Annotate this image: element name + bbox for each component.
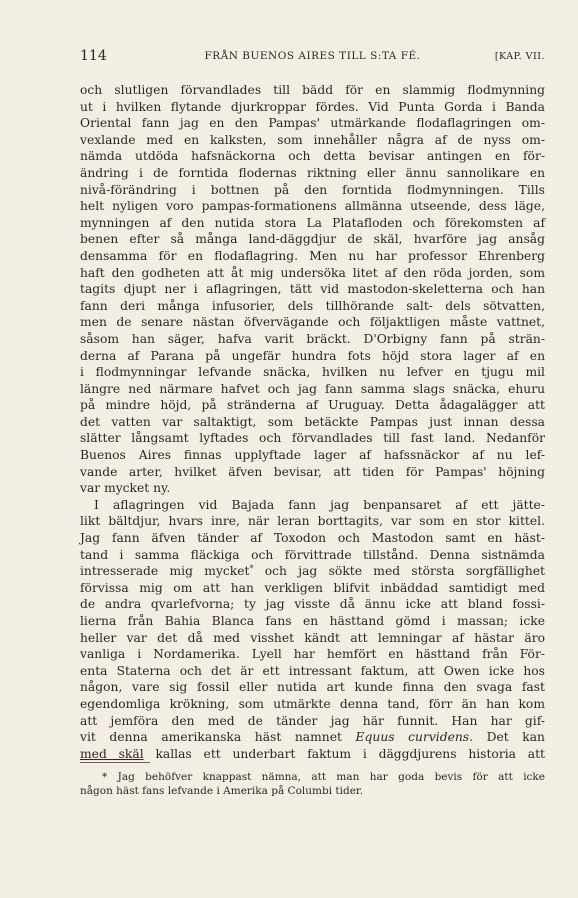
text-line: men de senare nästan öfvervägande och följaktligen måste vattnet, xyxy=(80,315,545,330)
text-line: egendomliga krökning, som utmärkte denna tand, förr än han kom xyxy=(80,696,545,711)
text-segment: Det kan xyxy=(486,730,545,745)
running-title: FRÅN BUENOS AIRES TILL S:TA FÉ. xyxy=(204,50,421,62)
text-line: lierna från Bahia Blanca fans en hästtand gömd i massan; icke xyxy=(80,614,545,628)
text-line: någon, vare sig fossil eller nutida art kunde finna den svaga fast xyxy=(80,680,545,695)
text-line: de andra qvarlefvorna; ty jag visste då ännu icke att bland fossi- xyxy=(80,597,545,612)
text-line: enta Staterna och det är ett intressant faktum, att Owen icke hos xyxy=(80,663,545,678)
underlined-text: med skäl xyxy=(80,746,144,761)
text-line: helt nyligen voro pampas-formationens allmänna utseende, dess läge, xyxy=(80,199,545,214)
text-line-with-species-name xyxy=(80,729,545,746)
text-line-underlined xyxy=(80,746,545,763)
text-line: det vatten var saltaktigt, som betäckte Pampas just innan dessa xyxy=(80,414,545,429)
text-line: vexlande med en kalksten, som innehåller några af de nyss om- xyxy=(80,132,545,147)
text-line: densamma för en flodaflagring. Men nu har professor Ehrenberg xyxy=(80,248,545,263)
text-segment: intresserade mig mycket xyxy=(80,564,250,579)
text-line: nivå-förändring i bottnen på den forntida flodmynningen. Tills xyxy=(80,182,545,197)
page-number: 114 xyxy=(80,48,107,64)
chapter-label: [KAP. VII. xyxy=(494,51,545,62)
footnote xyxy=(80,770,545,798)
text-line: tand i samma fläckiga och förvittrade tillstånd. Denna sistnämda xyxy=(80,547,545,562)
text-line: ut i hvilken flytande djurkroppar fördes. Vid Punta Gorda i Banda xyxy=(80,99,545,114)
text-line: fann deri många infusorier, dels tillhörande salt- dels sötvatten, xyxy=(80,298,545,313)
text-line: förvissa mig om att han verkligen blifvit inbäddad samtidigt med xyxy=(80,580,545,595)
text-segment: och jag sökte med största sorgfällighet xyxy=(264,564,545,579)
text-line: haft den godheten att åt mig undersöka litet af den röda jorden, som xyxy=(80,265,545,280)
text-line: tagits djupt ner i aflagringen, tätt vid mastodon-skeletterna och han xyxy=(80,282,545,297)
footnote-line: någon häst fans lefvande i Amerika på Columbi tider. xyxy=(80,785,364,797)
text-line: slätter långsamt lyftades och förvandlades till fast land. Nedanför xyxy=(80,431,545,446)
text-line: i flodmynningar lefvande snäcka, hvilken nu lefver en tjugu mil xyxy=(80,365,545,380)
text-line: längre ned närmare hafvet och jag fann samma slags snäcka, ehuru xyxy=(80,381,545,396)
paragraph-start-line: I aflagringen vid Bajada fann jag benpansaret af ett jätte- xyxy=(94,497,545,512)
text-line-with-footnote-ref xyxy=(80,563,545,580)
text-line: mynningen af den nutida stora La Platafloden och förekomsten af xyxy=(80,215,545,230)
text-line: såsom han säger, hafva varit bräckt. D'Orbigny fann på strän- xyxy=(80,331,545,346)
footnote-divider xyxy=(80,762,150,763)
text-line: derna af Parana på ungefär hundra fots höjd stora lager af en xyxy=(80,348,545,363)
footnote-marker: * xyxy=(102,771,108,783)
text-line: vande arter, hvilket äfven bevisar, att tiden för Pampas' höjning xyxy=(80,464,545,479)
footnote-reference: * xyxy=(249,564,254,574)
text-line: Oriental fann jag en den Pampas' utmärkande flodaflagringen om- xyxy=(80,116,545,131)
text-line: och slutligen förvandlades till bädd för en slammig flodmynning xyxy=(80,83,545,97)
text-line: benen efter så många land-däggdjur de skäl, hvarföre jag ansåg xyxy=(80,232,545,247)
text-line: vanliga i Nordamerika. Lyell har hemfört en hästtand från För- xyxy=(80,647,545,662)
text-line: nämda utdöda hafsnäckorna och detta bevisar antingen en för- xyxy=(80,149,545,164)
text-line: att jemföra den med de tänder jag här funnit. Han har gif- xyxy=(80,713,545,728)
text-line: var mycket ny. xyxy=(80,481,171,496)
text-line: ändring i de forntida flodernas riktning eller ännu sannolikare en xyxy=(80,165,545,180)
text-line: Jag fann äfven tänder af Toxodon och Mastodon samt en häst- xyxy=(80,531,545,546)
text-line: på mindre höjd, på stränderna af Uruguay. Detta ådagalägger att xyxy=(80,398,545,413)
species-name: Equus curvidens. xyxy=(355,730,473,745)
footnote-text: Jag behöfver knappast nämna, att man har goda bevis för att icke xyxy=(117,771,546,783)
text-line: heller var det då med visshet kändt att lemningar af hästar äro xyxy=(80,630,545,645)
text-line: likt bältdjur, hvars inre, när leran borttagits, var som en stor kittel. xyxy=(80,514,545,529)
page-header xyxy=(80,48,545,68)
text-segment: kallas ett underbart faktum i däggdjurens historia att xyxy=(155,746,545,761)
body-text xyxy=(80,82,545,762)
text-line: Buenos Aires finnas upplyftade lager af hafssnäckor af nu lef- xyxy=(80,448,545,463)
text-segment: vit denna amerikanska häst namnet xyxy=(80,730,342,745)
footnote-line xyxy=(80,770,545,784)
